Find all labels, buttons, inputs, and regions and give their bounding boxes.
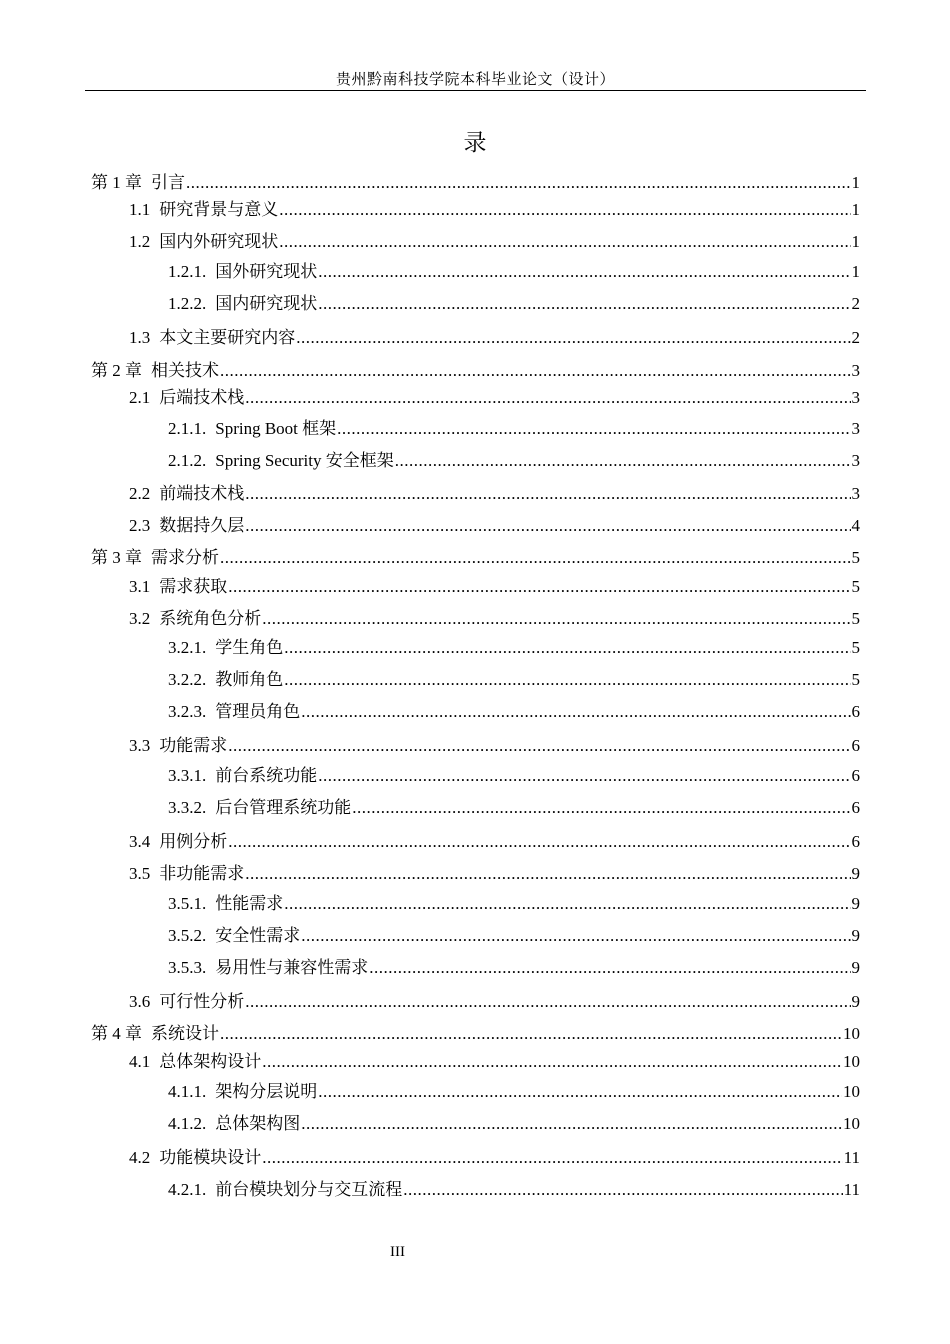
toc-entry-page: 6 <box>851 798 860 817</box>
toc-entry-page: 6 <box>851 832 860 851</box>
toc-entry-title: 可行性分析 <box>159 992 245 1011</box>
toc-entry[interactable] <box>168 450 860 472</box>
toc-leader-dots <box>318 261 850 283</box>
toc-leader-dots <box>296 327 850 349</box>
toc-entry-page: 10 <box>843 1052 860 1071</box>
toc-entry-title: 后台管理系统功能 <box>215 798 352 817</box>
toc-entry-page: 3 <box>851 361 860 380</box>
toc-entry[interactable] <box>129 387 860 409</box>
toc-entry-number: 2.1.2. <box>168 451 207 470</box>
toc-entry-page: 6 <box>851 766 860 785</box>
toc-entry-number: 3.5.2. <box>168 926 207 945</box>
toc-entry[interactable] <box>129 863 860 885</box>
toc-entry-title: 教师角色 <box>215 670 284 689</box>
toc-entry-page: 9 <box>851 894 860 913</box>
toc-leader-dots <box>220 1023 842 1045</box>
toc-entry-title: 功能需求 <box>159 736 228 755</box>
toc-entry-number: 第 3 章 <box>91 548 142 567</box>
toc-leader-dots <box>318 1081 842 1103</box>
toc-leader-dots <box>279 231 850 253</box>
toc-entry[interactable] <box>91 1023 860 1045</box>
toc-entry[interactable] <box>168 1081 860 1103</box>
toc-entry-number: 3.3 <box>129 736 151 755</box>
toc-leader-dots <box>284 669 850 691</box>
toc-entry[interactable] <box>129 199 860 221</box>
toc-entry-title: 系统角色分析 <box>159 609 262 628</box>
toc-entry-page: 6 <box>851 736 860 755</box>
toc-entry-title: 前端技术栈 <box>159 484 245 503</box>
toc-entry-page: 9 <box>851 958 860 977</box>
toc-entry-number: 2.3 <box>129 516 151 535</box>
toc-entry-number: 第 2 章 <box>91 361 142 380</box>
toc-leader-dots <box>220 547 851 569</box>
toc-entry-number: 3.4 <box>129 832 151 851</box>
toc-entry-title: 需求分析 <box>151 548 219 568</box>
toc-entry[interactable] <box>129 991 860 1013</box>
toc-entry-title: 学生角色 <box>215 638 284 657</box>
toc-entry-page: 9 <box>851 992 860 1011</box>
toc-entry-title: 总体架构设计 <box>159 1052 262 1071</box>
toc-leader-dots <box>284 637 850 659</box>
toc-entry[interactable] <box>129 608 860 630</box>
toc-entry-title: 国外研究现状 <box>215 262 318 281</box>
toc-entry-page: 5 <box>851 638 860 657</box>
toc-entry-number: 2.2 <box>129 484 151 503</box>
toc-leader-dots <box>318 293 850 315</box>
toc-entry[interactable] <box>129 1147 860 1169</box>
toc-entry-title: Spring Boot 框架 <box>215 419 337 438</box>
toc-entry[interactable] <box>168 765 860 787</box>
toc-leader-dots <box>186 172 851 194</box>
toc-entry-page: 3 <box>851 451 860 470</box>
toc-entry-number: 第 4 章 <box>91 1024 142 1043</box>
toc-entry-number: 4.1 <box>129 1052 151 1071</box>
toc-entry-title: 系统设计 <box>151 1024 219 1044</box>
toc-entry[interactable] <box>168 1113 860 1135</box>
toc-leader-dots <box>245 991 850 1013</box>
toc-leader-dots <box>284 893 850 915</box>
toc-leader-dots <box>301 1113 842 1135</box>
toc-leader-dots <box>301 701 850 723</box>
toc-entry-page: 11 <box>843 1180 860 1199</box>
toc-entry[interactable] <box>129 1051 860 1073</box>
toc-entry-number: 3.1 <box>129 577 151 596</box>
toc-leader-dots <box>352 797 850 819</box>
toc-entry-number: 3.3.1. <box>168 766 207 785</box>
toc-entry-title: 数据持久层 <box>159 516 245 535</box>
toc-entry-number: 4.1.1. <box>168 1082 207 1101</box>
toc-entry-title: 国内外研究现状 <box>159 232 279 251</box>
toc-entry[interactable] <box>168 797 860 819</box>
toc-entry-title: 前台模块划分与交互流程 <box>215 1180 403 1199</box>
toc-entry-title: 易用性与兼容性需求 <box>215 958 369 977</box>
toc-entry-title: 性能需求 <box>215 894 284 913</box>
toc-leader-dots <box>245 387 850 409</box>
toc-leader-dots <box>245 515 850 537</box>
toc-leader-dots <box>245 483 850 505</box>
toc-entry-number: 1.2.2. <box>168 294 207 313</box>
toc-entry[interactable] <box>168 701 860 723</box>
toc-entry-number: 3.3.2. <box>168 798 207 817</box>
toc-entry-number: 2.1.1. <box>168 419 207 438</box>
toc-entry-page: 2 <box>851 294 860 313</box>
toc-entry-number: 3.5 <box>129 864 151 883</box>
toc-title: 录 <box>463 130 487 156</box>
toc-entry-title: 引言 <box>151 173 185 193</box>
toc-entry-page: 5 <box>851 548 860 567</box>
toc-entry[interactable] <box>129 327 860 349</box>
toc-entry-number: 3.2 <box>129 609 151 628</box>
toc-entry[interactable] <box>91 360 860 382</box>
toc-entry-title: 非功能需求 <box>159 864 245 883</box>
toc-leader-dots <box>262 1147 842 1169</box>
toc-entry-title: 本文主要研究内容 <box>159 328 296 347</box>
toc-entry-number: 3.6 <box>129 992 151 1011</box>
toc-entry-page: 10 <box>843 1082 860 1101</box>
toc-entry-number: 4.1.2. <box>168 1114 207 1133</box>
toc-entry-title: 需求获取 <box>159 577 228 596</box>
toc-entry[interactable] <box>129 483 860 505</box>
toc-leader-dots <box>262 1051 842 1073</box>
toc-entry-title: 用例分析 <box>159 832 228 851</box>
toc-entry-title: 总体架构图 <box>215 1114 301 1133</box>
toc-leader-dots <box>228 831 850 853</box>
toc-entry-number: 3.2.2. <box>168 670 207 689</box>
toc-entry-page: 10 <box>843 1024 860 1043</box>
toc-leader-dots <box>395 450 851 472</box>
toc-entry-title: 研究背景与意义 <box>159 200 279 219</box>
toc-entry-page: 5 <box>851 609 860 628</box>
toc-entry-number: 1.2 <box>129 232 151 251</box>
toc-leader-dots <box>403 1179 842 1201</box>
toc-entry[interactable] <box>129 576 860 598</box>
toc-entry-number: 3.5.1. <box>168 894 207 913</box>
toc-entry-page: 9 <box>851 926 860 945</box>
toc-entry[interactable] <box>129 735 860 757</box>
toc-entry-page: 1 <box>851 173 860 192</box>
toc-entry-page: 1 <box>851 232 860 251</box>
toc-leader-dots <box>369 957 850 979</box>
toc-entry-title: 安全性需求 <box>215 926 301 945</box>
toc-entry-title: 架构分层说明 <box>215 1082 318 1101</box>
page-header: 贵州黔南科技学院本科毕业论文（设计） <box>335 72 615 88</box>
toc-entry-page: 5 <box>851 670 860 689</box>
toc-entry-page: 10 <box>843 1114 860 1133</box>
toc-entry-page: 4 <box>851 516 860 535</box>
toc-entry[interactable] <box>168 925 860 947</box>
toc-entry-title: 前台系统功能 <box>215 766 318 785</box>
toc-entry[interactable] <box>91 172 860 194</box>
toc-entry-title: 功能模块设计 <box>159 1148 262 1167</box>
toc-leader-dots <box>228 735 850 757</box>
toc-entry-page: 5 <box>851 577 860 596</box>
toc-entry-page: 3 <box>851 419 860 438</box>
toc-entry-number: 第 1 章 <box>91 173 142 192</box>
toc-entry-page: 3 <box>851 484 860 503</box>
toc-entry-number: 3.2.3. <box>168 702 207 721</box>
toc-entry-page: 1 <box>851 262 860 281</box>
toc-entry-number: 2.1 <box>129 388 151 407</box>
toc-entry[interactable] <box>168 1179 860 1201</box>
toc-leader-dots <box>245 863 850 885</box>
toc-entry[interactable] <box>91 547 860 569</box>
toc-entry[interactable] <box>168 418 860 440</box>
toc-leader-dots <box>220 360 851 382</box>
toc-entry-page: 11 <box>843 1148 860 1167</box>
toc-entry-number: 1.2.1. <box>168 262 207 281</box>
toc-entry-page: 2 <box>851 328 860 347</box>
toc-entry-page: 9 <box>851 864 860 883</box>
toc-entry-number: 1.1 <box>129 200 151 219</box>
toc-leader-dots <box>337 418 850 440</box>
toc-leader-dots <box>262 608 850 630</box>
toc-entry-number: 1.3 <box>129 328 151 347</box>
toc-entry-title: 管理员角色 <box>215 702 301 721</box>
toc-entry[interactable] <box>129 831 860 853</box>
toc-leader-dots <box>301 925 850 947</box>
toc-entry-page: 1 <box>851 200 860 219</box>
toc-entry[interactable] <box>168 293 860 315</box>
toc-entry-number: 4.2.1. <box>168 1180 207 1199</box>
toc-entry-number: 4.2 <box>129 1148 151 1167</box>
toc-entry-page: 3 <box>851 388 860 407</box>
toc-entry-title: 后端技术栈 <box>159 388 245 407</box>
toc-entry-number: 3.2.1. <box>168 638 207 657</box>
toc-leader-dots <box>279 199 850 221</box>
header-rule <box>85 90 866 91</box>
toc-entry[interactable] <box>168 669 860 691</box>
toc-entry[interactable] <box>168 957 860 979</box>
toc-leader-dots <box>318 765 850 787</box>
toc-entry-number: 3.5.3. <box>168 958 207 977</box>
toc-entry[interactable] <box>168 637 860 659</box>
page-number: III <box>390 1244 405 1260</box>
toc-entry[interactable] <box>129 231 860 253</box>
toc-entry-page: 6 <box>851 702 860 721</box>
toc-entry-title: 国内研究现状 <box>215 294 318 313</box>
toc-entry-title: Spring Security 安全框架 <box>215 451 394 470</box>
toc-leader-dots <box>228 576 850 598</box>
toc-entry[interactable] <box>168 261 860 283</box>
toc-entry-title: 相关技术 <box>151 361 219 381</box>
toc-entry[interactable] <box>129 515 860 537</box>
toc-entry[interactable] <box>168 893 860 915</box>
